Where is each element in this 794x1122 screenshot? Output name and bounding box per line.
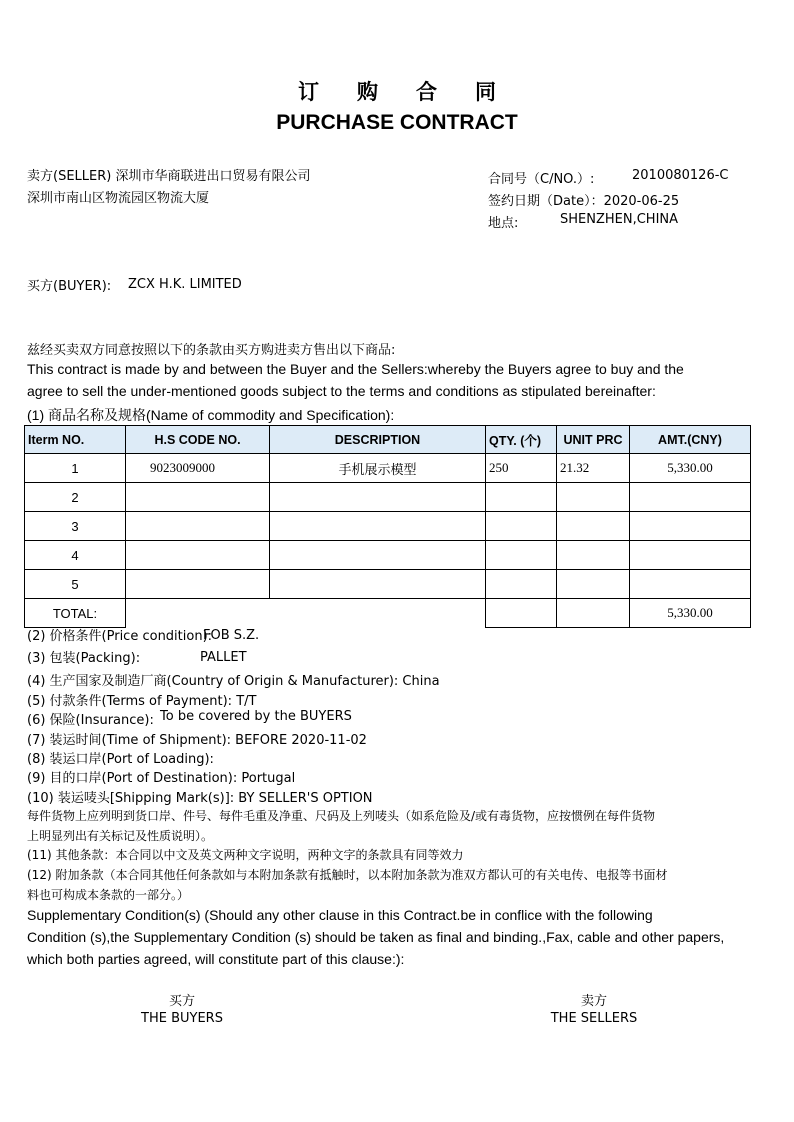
- cell-amount: [630, 541, 751, 570]
- payment-line: (5) 付款条件(Terms of Payment): T/T: [27, 694, 257, 709]
- contract-number-value: 2010080126-C: [632, 168, 729, 183]
- seller-name: 深圳市华商联进出口贸易有限公司: [115, 169, 311, 184]
- supplementary-en-1: Supplementary Condition(s) (Should any other clause in this Contract.be in conflice with the following: [27, 907, 653, 923]
- price-condition-label: (2) 价格条件(Price condition):: [27, 629, 213, 644]
- title-english: PURCHASE CONTRACT: [276, 111, 518, 134]
- cell-description: 手机展示模型: [270, 454, 486, 483]
- cell-item-no: 1: [25, 454, 126, 483]
- supplementary-en-3: which both parties agreed, will constitute part of this clause:):: [27, 951, 405, 967]
- cell-amount: [630, 570, 751, 599]
- destination-line: (9) 目的口岸(Port of Destination): Portugal: [27, 771, 296, 786]
- column-header-item-no: Iterm NO.: [25, 426, 126, 454]
- origin-line: (4) 生产国家及制造厂商(Country of Origin & Manufacturer): China: [27, 674, 440, 689]
- cell-hs-code: 9023009000: [126, 454, 270, 483]
- cell-description: [270, 512, 486, 541]
- shipping-mark-line: (10) 装运唛头[Shipping Mark(s)]: BY SELLER'S OPTION: [27, 791, 373, 806]
- cell-qty: [486, 570, 557, 599]
- cell-description: [270, 570, 486, 599]
- seller-line: [27, 165, 311, 184]
- total-label: TOTAL:: [25, 599, 126, 628]
- seller-label: 卖方(SELLER): [27, 169, 112, 184]
- cell-unit-price: 21.32: [557, 454, 630, 483]
- cell-unit-price: [557, 570, 630, 599]
- loading-line: (8) 装运口岸(Port of Loading):: [27, 752, 214, 767]
- buyer-signature-cn: 买方: [168, 994, 195, 1009]
- table-header-row: [25, 426, 751, 454]
- total-amount: 5,330.00: [630, 599, 751, 628]
- cell-hs-code: [126, 483, 270, 512]
- cell-item-no: 2: [25, 483, 126, 512]
- cell-description: [270, 541, 486, 570]
- column-header-hs-code: H.S CODE NO.: [126, 426, 270, 454]
- cell-amount: 5,330.00: [630, 454, 751, 483]
- contract-date-value: 2020-06-25: [603, 194, 680, 209]
- cell-hs-code: [126, 512, 270, 541]
- cell-amount: [630, 483, 751, 512]
- seller-signature-cn: 卖方: [580, 994, 607, 1009]
- shipment-line: (7) 装运时间(Time of Shipment): BEFORE 2020-11-02: [27, 733, 367, 748]
- contract-number-label: 合同号（C/NO.）:: [488, 172, 595, 187]
- contract-place-label: 地点:: [488, 216, 519, 231]
- intro-english-line2: agree to sell the under-mentioned goods subject to the terms and conditions as stipulated bereinafter:: [27, 383, 656, 399]
- packing-value: PALLET: [200, 650, 247, 665]
- title-chinese: 订购合同: [298, 80, 534, 104]
- cell-qty: 250: [486, 454, 557, 483]
- cell-unit-price: [557, 483, 630, 512]
- cell-unit-price: [557, 541, 630, 570]
- cell-qty: [486, 541, 557, 570]
- packing-label: (3) 包装(Packing):: [27, 651, 141, 666]
- contract-date-line: [488, 190, 679, 209]
- cell-hs-code: [126, 570, 270, 599]
- cell-amount: [630, 512, 751, 541]
- table-row: [25, 570, 751, 599]
- table-row: [25, 541, 751, 570]
- supplementary-en-2: Condition (s),the Supplementary Condition (s) should be taken as final and binding.,Fax, cable and other papers,: [27, 929, 725, 945]
- cell-hs-code: [126, 541, 270, 570]
- cell-unit-price: [557, 512, 630, 541]
- table-row: [25, 512, 751, 541]
- buyer-signature-en: THE BUYERS: [141, 1011, 223, 1026]
- cell-item-no: 5: [25, 570, 126, 599]
- price-condition-value: FOB S.Z.: [203, 628, 260, 643]
- seller-address: 深圳市南山区物流园区物流大厦: [27, 191, 210, 206]
- table-row: [25, 483, 751, 512]
- cell-item-no: 4: [25, 541, 126, 570]
- intro-english-line1: This contract is made by and between the Buyer and the Sellers:whereby the Buyers agree to buy and the: [27, 361, 684, 377]
- cell-qty: [486, 512, 557, 541]
- column-header-unit-price: UNIT PRC: [557, 426, 630, 454]
- column-header-amount: AMT.(CNY): [630, 426, 751, 454]
- contract-date-label: 签约日期（Date）：: [488, 194, 604, 209]
- buyer-label: 买方(BUYER):: [27, 279, 112, 294]
- column-header-qty: QTY. (个): [486, 426, 557, 454]
- insurance-value: To be covered by the BUYERS: [160, 709, 352, 724]
- cell-item-no: 3: [25, 512, 126, 541]
- cell-qty: [486, 483, 557, 512]
- column-header-description: DESCRIPTION: [270, 426, 486, 454]
- cell-description: [270, 483, 486, 512]
- buyer-name: ZCX H.K. LIMITED: [128, 277, 242, 292]
- supplementary-cn-2: 料也可构成本条款的一部分。）: [27, 888, 190, 902]
- supplementary-cn-1: (12) 附加条款（本合同其他任何条款如与本附加条款有抵触时，以本附加条款为准双方都认可的有关电传、电报等书面材: [27, 868, 668, 882]
- contract-place-value: SHENZHEN,CHINA: [560, 212, 679, 227]
- shipping-mark-note-1: 每件货物上应列明到货口岸、件号、每件毛重及净重、尺码及上列唛头（如系危险及/或有毒货物，应按惯例在每件货物: [27, 809, 656, 823]
- other-terms-line: (11) 其他条款：本合同以中文及英文两种文字说明，两种文字的条款具有同等效力: [27, 848, 464, 862]
- goods-table: [24, 425, 751, 628]
- commodity-heading: (1) 商品名称及规格(Name of commodity and Specification):: [27, 407, 395, 423]
- seller-signature-en: THE SELLERS: [550, 1011, 638, 1026]
- table-row: [25, 454, 751, 483]
- table-total-row: [25, 599, 751, 628]
- intro-chinese: 兹经买卖双方同意按照以下的条款由买方购进卖方售出以下商品:: [27, 343, 396, 358]
- insurance-label: (6) 保险(Insurance):: [27, 713, 154, 728]
- shipping-mark-note-2: 上明显列出有关标记及性质说明）。: [27, 829, 214, 843]
